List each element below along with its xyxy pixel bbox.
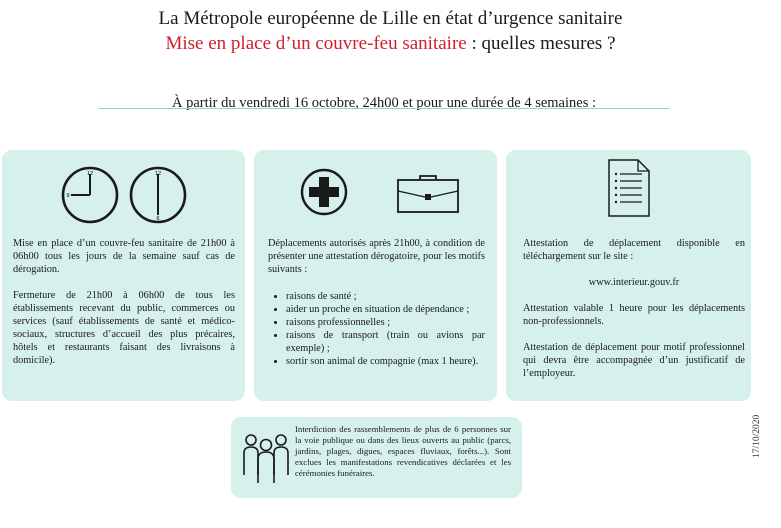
clock-label-9: 9 bbox=[66, 193, 70, 199]
card-gatherings bbox=[231, 417, 522, 498]
plus-cross-icon bbox=[300, 168, 348, 216]
list-item: • raisons de santé ; bbox=[286, 290, 485, 303]
period-underline bbox=[98, 108, 670, 109]
clock2-label-12: 12 bbox=[154, 171, 162, 177]
list-item: • sortir son animal de compagnie (max 1 heure). bbox=[286, 355, 485, 368]
gatherings-text: Interdiction des rassemblements de plus de 6 personnes sur la voie publique ou dans des lieux ouverts au public (parcs, jardins, plages, digues, espaces fluviaux, forêts...). Sont exclues les manifestations revendicatives déclarées et les cérémonies funéraires. bbox=[295, 424, 511, 478]
period-text: À partir du vendredi 16 octobre, 24h00 et pour une durée de 4 semaines : bbox=[172, 95, 596, 111]
list-item: • aider un proche en situation de dépendance ; bbox=[286, 303, 485, 316]
subtitle-red-part: Mise en place d’un couvre-feu sanitaire bbox=[165, 33, 467, 54]
certificate-website-link[interactable]: www.interieur.gouv.fr bbox=[588, 277, 680, 288]
list-item: • raisons professionnelles ; bbox=[286, 316, 485, 329]
group-people-icon bbox=[241, 431, 291, 485]
card-travel bbox=[254, 150, 497, 401]
clock-21h-icon bbox=[59, 164, 189, 226]
briefcase-icon bbox=[396, 172, 460, 214]
card-curfew bbox=[2, 150, 245, 401]
list-item: • raisons de transport (train ou avions par exemple) ; bbox=[286, 329, 485, 355]
curfew-paragraph-2: Fermeture de 21h00 à 06h00 de tous les établissements recevant du public, commerces ou services (sauf établissements de santé et médico-sociaux, structures d’accueil des plus précaires, hôtels et restaurants faisant des livraisons à domicile). bbox=[13, 290, 235, 366]
travel-reasons-list bbox=[268, 290, 485, 368]
clock-label-12: 12 bbox=[86, 171, 94, 177]
certificate-line-2: Attestation valable 1 heure pour les déplacements non-professionnels. bbox=[523, 303, 745, 327]
curfew-text bbox=[13, 237, 235, 367]
page-title: La Métropole européenne de Lille en état d’urgence sanitaire bbox=[158, 8, 623, 29]
clock2-label-6: 6 bbox=[156, 216, 160, 222]
certificate-line-3: Attestation de déplacement pour motif professionnel qui devra être accompagnée d’un justificatif de l’employeur. bbox=[523, 342, 745, 379]
travel-text bbox=[268, 237, 485, 368]
curfew-paragraph-1: Mise en place d’un couvre-feu sanitaire de 21h00 à 06h00 tous les jours de la semaine sauf cas de dérogation. bbox=[13, 238, 235, 275]
card-certificate bbox=[506, 150, 751, 401]
publication-date: 17/10/2020 bbox=[752, 414, 762, 458]
document-icon bbox=[606, 158, 652, 218]
certificate-text bbox=[523, 237, 745, 380]
travel-intro: Déplacements autorisés après 21h00, à condition de présenter une attestation dérogatoire, pour les motifs suivants : bbox=[268, 238, 485, 275]
page-subtitle bbox=[0, 33, 781, 55]
subtitle-black-part: : quelles mesures ? bbox=[466, 33, 616, 54]
certificate-line-1: Attestation de déplacement disponible en téléchargement sur le site : bbox=[523, 238, 745, 262]
